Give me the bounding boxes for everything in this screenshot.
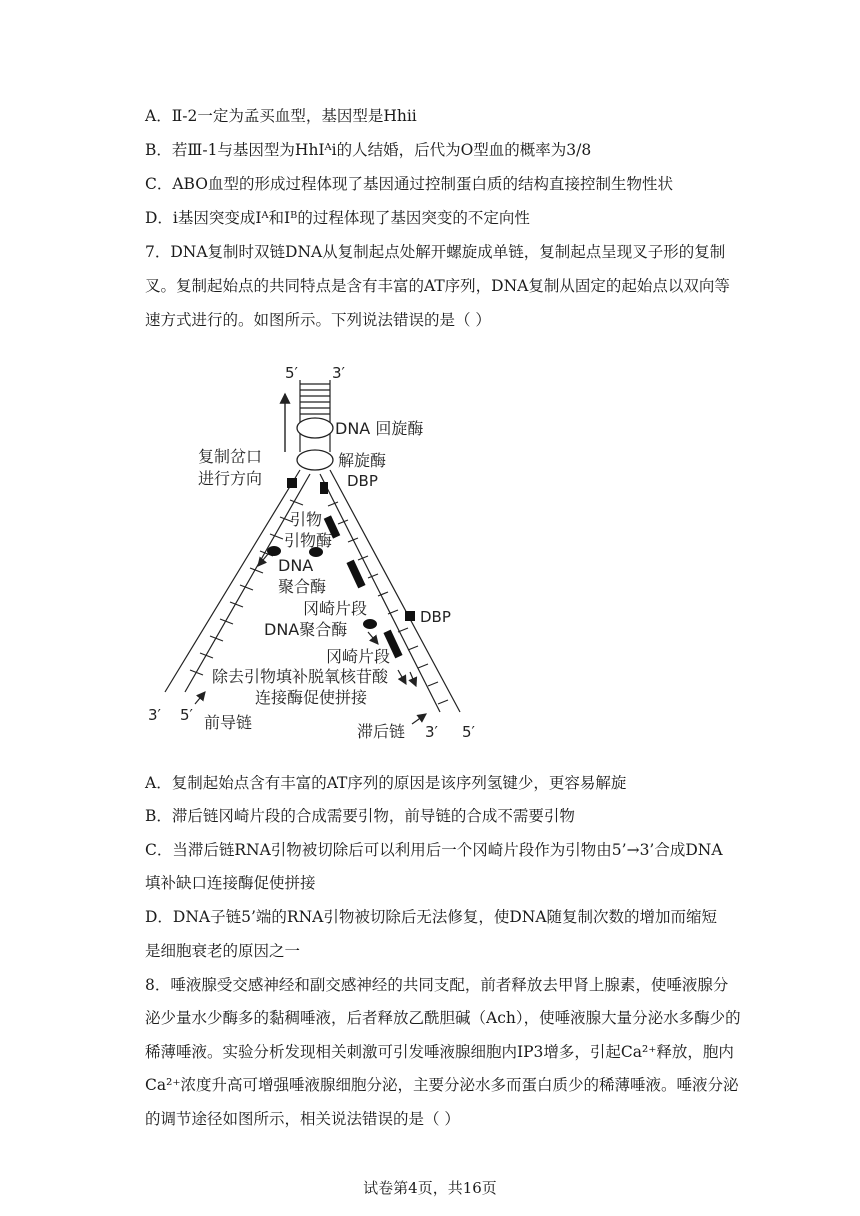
helicase-shape bbox=[297, 450, 333, 470]
lagging-strand-arrow bbox=[412, 714, 426, 724]
dbp-block-right bbox=[405, 611, 415, 621]
okazaki-fragment-label-1: 冈崎片段 bbox=[303, 599, 368, 618]
q8-stem-line-2: 泌少量水少酶多的黏稠唾液，后者释放乙酰胆碱（Ach），使唾液腺大量分泌水多酶少的 bbox=[145, 1009, 741, 1027]
dna-gyrase-shape bbox=[297, 418, 333, 438]
page-footer: 试卷第4页，共16页 bbox=[363, 1179, 497, 1197]
dna-polymerase-dot-lagging bbox=[363, 619, 377, 629]
bottom-right-5-prime: 5′ bbox=[462, 723, 475, 741]
q6-option-a: A．Ⅱ-2一定为孟买血型，基因型是Hhii bbox=[145, 107, 417, 125]
q7-stem-line-2: 叉。复制起始点的共同特点是含有丰富的AT序列，DNA复制从固定的起始点以双向等 bbox=[145, 277, 730, 295]
leading-strand-label: 前导链 bbox=[204, 713, 253, 732]
q8-stem-line-4: Ca²⁺浓度升高可增强唾液腺细胞分泌，主要分泌水多而蛋白质少的稀薄唾液。唾液分泌 bbox=[145, 1076, 739, 1094]
okazaki-fragment-block-1 bbox=[346, 560, 365, 589]
primer-label: 引物 bbox=[290, 510, 323, 529]
q7-option-c-line-1: C．当滞后链RNA引物被切除后可以利用后一个冈崎片段作为引物由5’→3’合成DNA bbox=[145, 841, 723, 859]
q7-option-a: A．复制起始点含有丰富的AT序列的原因是该序列氢键少，更容易解旋 bbox=[145, 774, 627, 792]
dbp-block-left bbox=[287, 478, 297, 488]
remove-primer-label: 除去引物填补脱氧核苷酸 bbox=[212, 667, 389, 686]
ligase-label: 连接酶促使拼接 bbox=[255, 688, 368, 707]
parent-dna-ladder bbox=[300, 380, 330, 452]
top-5-prime-label: 5′ bbox=[285, 364, 298, 382]
q6-option-d: D．i基因突变成Iᴬ和Iᴮ的过程体现了基因突变的不定向性 bbox=[145, 209, 530, 227]
q7-stem-line-1: 7．DNA复制时双链DNA从复制起点处解开螺旋成单链，复制起点呈现叉子形的复制 bbox=[145, 243, 726, 261]
bottom-left-3-prime: 3′ bbox=[148, 706, 161, 724]
dna-polymerase-label-2: 聚合酶 bbox=[278, 577, 327, 596]
top-3-prime-label: 3′ bbox=[332, 364, 345, 382]
q8-stem-line-5: 的调节途径如图所示，相关说法错误的是（ ） bbox=[145, 1110, 460, 1128]
dna-gyrase-label: DNA 回旋酶 bbox=[335, 419, 424, 438]
q8-stem-line-1: 8．唾液腺受交感神经和副交感神经的共同支配，前者释放去甲肾上腺素，使唾液腺分 bbox=[145, 976, 729, 994]
q7-option-d-line-2: 是细胞衰老的原因之一 bbox=[145, 942, 301, 960]
q6-option-b: B．若Ⅲ-1与基因型为HhIᴬi的人结婚，后代为O型血的概率为3/8 bbox=[145, 141, 592, 159]
q7-option-c-line-2: 填补缺口连接酶促使拼接 bbox=[145, 874, 316, 892]
lagging-strand-label: 滞后链 bbox=[357, 722, 406, 741]
q8-stem-line-3: 稀薄唾液。实验分析发现相关刺激可引发唾液腺细胞内IP3增多，引起Ca²⁺释放，胞内 bbox=[145, 1043, 734, 1061]
dbp-block-top bbox=[320, 482, 328, 494]
dbp-right-label: DBP bbox=[420, 608, 451, 626]
leading-strand-arrow bbox=[195, 692, 205, 704]
okazaki-fragment-label-2: 冈崎片段 bbox=[326, 647, 391, 666]
fork-direction-label-2: 进行方向 bbox=[198, 469, 263, 488]
dna-replication-fork-diagram bbox=[140, 352, 500, 752]
dna-polymerase-dot-leading bbox=[267, 546, 281, 556]
q7-option-b: B．滞后链冈崎片段的合成需要引物，前导链的合成不需要引物 bbox=[145, 807, 575, 825]
dbp-top-label: DBP bbox=[347, 472, 378, 490]
q7-stem-line-3: 速方式进行的。如图所示。下列说法错误的是（ ） bbox=[145, 311, 491, 329]
bottom-right-3-prime: 3′ bbox=[425, 723, 438, 741]
okazaki-arrow-1 bbox=[368, 632, 378, 644]
bottom-left-5-prime: 5′ bbox=[180, 706, 193, 724]
q6-option-c: C．ABO血型的形成过程体现了基因通过控制蛋白质的结构直接控制生物性状 bbox=[145, 175, 673, 193]
dna-polymerase-label-1: DNA bbox=[278, 556, 314, 575]
q7-option-d-line-1: D．DNA子链5’端的RNA引物被切除后无法修复，使DNA随复制次数的增加而缩短 bbox=[145, 908, 718, 926]
okazaki-arrow-2 bbox=[398, 670, 406, 684]
dna-polymerase-label-b: DNA聚合酶 bbox=[264, 620, 348, 639]
ligase-arrow bbox=[410, 672, 416, 686]
fork-direction-label-1: 复制岔口 bbox=[198, 447, 263, 466]
primase-label: 引物酶 bbox=[284, 531, 333, 550]
helicase-label: 解旋酶 bbox=[338, 451, 387, 470]
